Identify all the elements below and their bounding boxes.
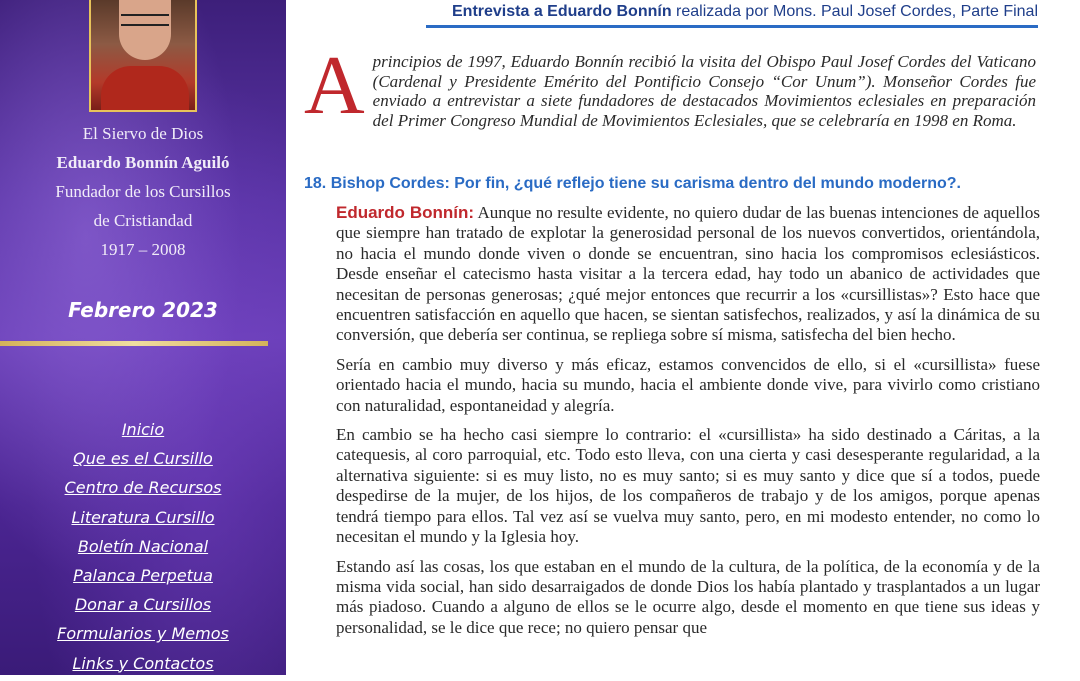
answer-paragraph-3: En cambio se ha hecho casi siempre lo contrario: el «cursillista» ha sido destinado a Cáritas, a la catequesis, al coro parroquial, etc. Todo esto lleva, con una cierta y casi desesperante regularidad, a la alternativa siguiente: si es muy listo, no es muy santo; si es muy santo y dice que sí a todos, puede despedirse de la mujer, de los hijos, de los compañeros de trabajo y de los amigos, porque apenas tendrá tiempo para ellos. Tal vez así se vuelva muy santo, pero, en mi modesto entender, no como lo necesitan el mundo y la Iglesia hoy. (336, 425, 1040, 547)
intro-paragraph (304, 39, 1036, 132)
menu-link-inicio[interactable]: Inicio (121, 420, 165, 439)
gold-divider (0, 341, 268, 346)
menu-link-palanca-perpetua[interactable]: Palanca Perpetua (73, 565, 213, 585)
menu-link-boletin-nacional[interactable]: Boletín Nacional (77, 536, 209, 556)
portrait-shirt (101, 66, 189, 112)
portrait-glasses (121, 14, 169, 26)
issue-date: Febrero 2023 (68, 298, 218, 322)
menu-link-literatura-cursillo[interactable]: Literatura Cursillo (71, 507, 215, 527)
caption-name: Eduardo Bonnín Aguiló (56, 153, 230, 172)
menu-link-donar-a-cursillos[interactable]: Donar a Cursillos (74, 595, 212, 615)
sidebar-menu (0, 418, 286, 681)
caption-line3: Fundador de los Cursillos (55, 182, 231, 201)
caption-years: 1917 – 2008 (100, 240, 186, 259)
subtitle-rest: realizada por Mons. Paul Josef Cordes, Parte Final (671, 3, 1038, 20)
answer-paragraph-4: Estando así las cosas, los que estaban en el mundo de la cultura, de la política, de la economía y de la misma vida social, han sido desarraigados de donde Dios los había plantado y trasplantados a un lugar más piadoso. Cuando a alguno de ellos se le ocurre algo, desde el momento en que tiene sus ideas y personalidad, se le dice que rece; no quiero pensar que (336, 556, 1040, 637)
caption-line4: de Cristiandad (93, 211, 193, 230)
article-subtitle (426, 0, 1038, 28)
caption-line1: El Siervo de Dios (82, 124, 204, 143)
intro-text: principios de 1997, Eduardo Bonnín recibió la visita del Obispo Paul Josef Cordes del Vaticano (Cardenal y Presidente Emérito del Pontificio Consejo “Cor Unum”). Monseñor Cordes fue enviado a entrevistar a siete fundadores de destacados Movimientos eclesiales en preparación del Primer Congreso Mundial de Movimientos Eclesiales, que se celebraría en 1998 en Roma. (372, 52, 1036, 130)
founder-portrait (89, 0, 197, 112)
subtitle-bold: Entrevista a Eduardo Bonnín (452, 3, 672, 20)
sidebar (0, 0, 286, 675)
answer-paragraph-2: Sería en cambio muy diverso y más eficaz, estamos convencidos de ello, si el «cursillista» fuese orientado hacia el mundo, hacia su mundo, hacia el ambiente donde vive, para vivirlo como cristiano con naturalidad, espontaneidad y alegría. (336, 354, 1040, 415)
menu-link-formularios-y-memos[interactable]: Formularios y Memos (57, 624, 229, 644)
speaker-label: Eduardo Bonnín: (336, 203, 475, 222)
menu-link-links-y-contactos[interactable]: Links y Contactos (72, 653, 214, 673)
interview-answer (336, 203, 1040, 647)
menu-link-que-es-el-cursillo[interactable]: Que es el Cursillo (73, 449, 213, 469)
portrait-face (119, 0, 171, 60)
answer-text-1: Aunque no resulte evidente, no quiero dudar de las buenas intenciones de aquellos que siempre han tratado de explotar la generosidad personal de los nuevos convertidos, orientándola, no hacia el mundo donde viven o donde se encuentran, sino hacia los compromisos eclesiásticos. Desde enseñar el catecismo hasta visitar a la tercera edad, hay todo un abanico de actividades que necesitan de personas generosas; ¿qué mejor entonces que recurrir a los «cursillistas»? Esto hace que encuentren satisfacción en aquello que hacen, se sientan satisfechos, realizados, y así la dinámica de su conversión, que debería ser continua, se repliega sobre sí misma, satisfecha del bien hecho. (336, 203, 1040, 345)
drop-cap: A (304, 39, 365, 132)
interview-question: 18. Bishop Cordes: Por fin, ¿qué reflejo tiene su carisma dentro del mundo moderno?. (304, 175, 961, 192)
menu-link-centro-de-recursos[interactable]: Centro de Recursos (64, 478, 222, 498)
answer-paragraph (336, 203, 1040, 346)
